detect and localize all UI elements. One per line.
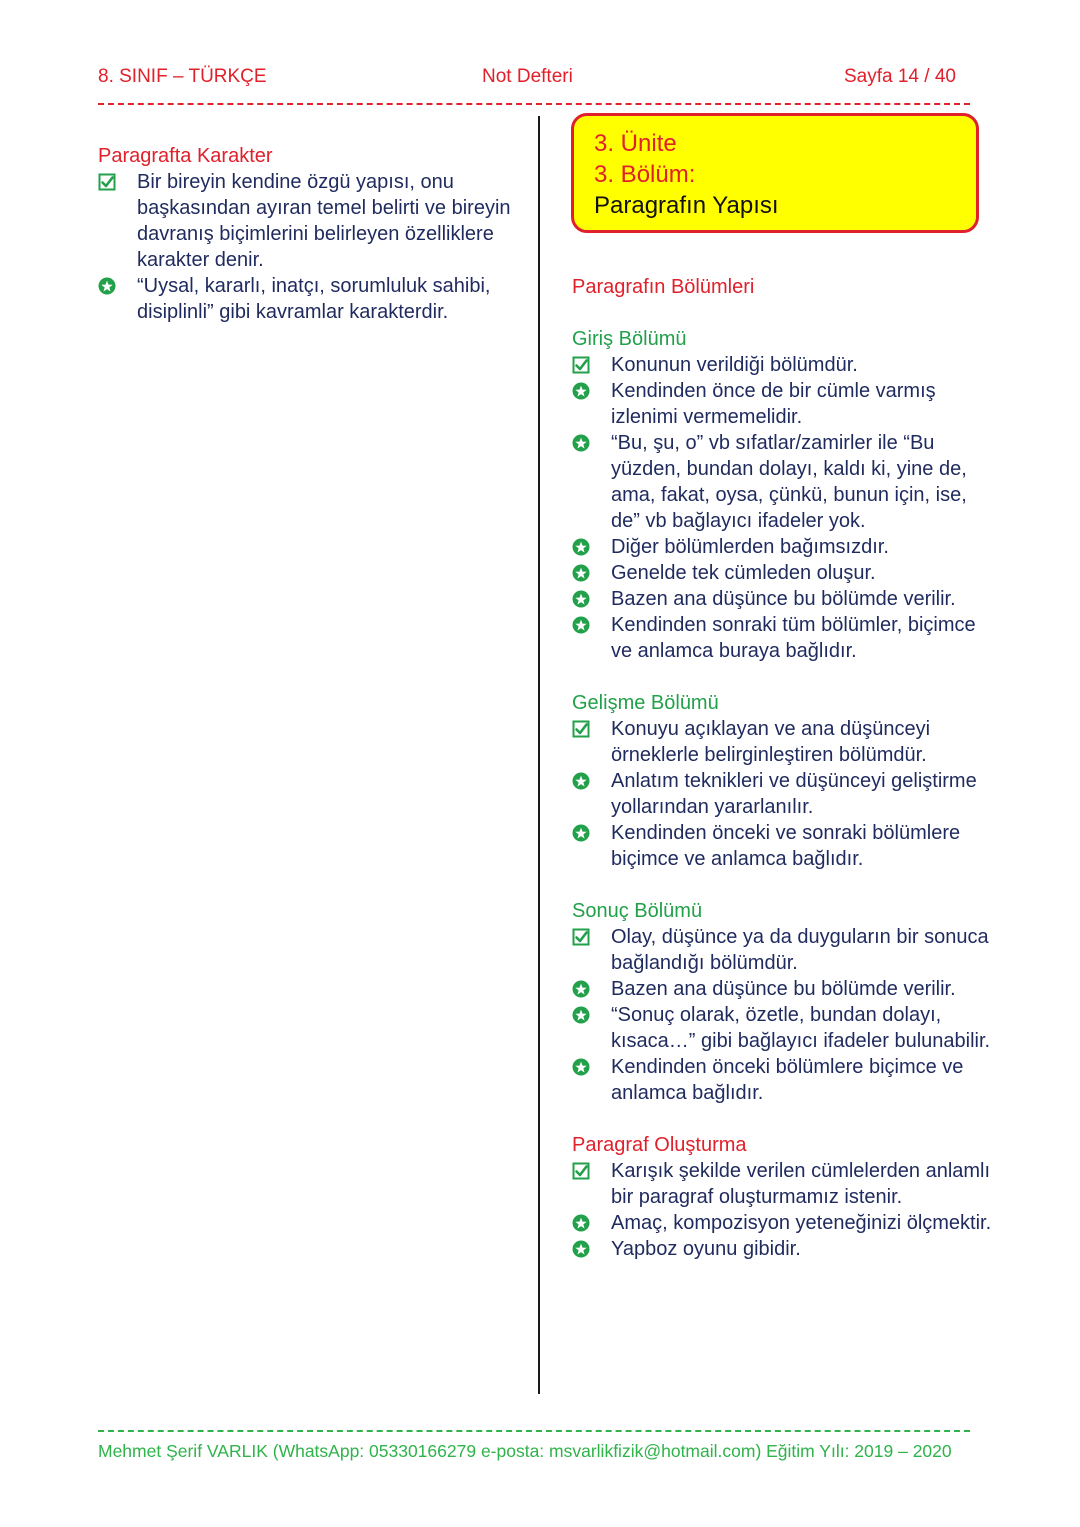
section-title-olusturma: Paragraf Oluşturma [572, 1134, 747, 1156]
chapter-number: 3. Bölüm: [594, 161, 696, 188]
right-column [572, 274, 992, 1262]
list-item [98, 273, 518, 325]
section-title-gelisme: Gelişme Bölümü [572, 692, 719, 714]
list-item-text: Bir bireyin kendine özgü yapısı, onu başkasından ayıran temel belirti ve bireyin davranış biçimlerini belirleyen özelliklere karakter denir. [137, 171, 511, 271]
list-item-text: Konuyu açıklayan ve ana düşünceyi örneklerle belirginleştiren bölümdür. [611, 718, 931, 766]
star-circle-icon [572, 616, 590, 634]
sonuc-list [572, 924, 992, 1106]
footer-divider [98, 1430, 970, 1432]
list-item-text: Genelde tek cümleden oluşur. [611, 562, 876, 584]
list-item [572, 1236, 992, 1262]
list-item [572, 1002, 992, 1054]
star-circle-icon [572, 382, 590, 400]
star-circle-icon [572, 1006, 590, 1024]
section-title-sonuc: Sonuç Bölümü [572, 900, 703, 922]
list-item-text: “Sonuç olarak, özetle, bundan dolayı, kısaca…” gibi bağlayıcı ifadeler bulunabilir. [611, 1004, 991, 1052]
header-divider [98, 103, 970, 105]
list-item [572, 612, 992, 664]
header-notebook-title: Not Defteri [482, 66, 573, 87]
header-page-number: Sayfa 14 / 40 [844, 66, 956, 87]
star-circle-icon [98, 277, 116, 295]
list-item-text: “Uysal, kararlı, inatçı, sorumluluk sahibi, disiplinli” gibi kavramlar karakterdir. [137, 275, 491, 323]
olusturma-list [572, 1158, 992, 1262]
list-item [572, 768, 992, 820]
list-item-text: Konunun verildiği bölümdür. [611, 354, 858, 376]
star-circle-icon [572, 980, 590, 998]
star-circle-icon [572, 1058, 590, 1076]
left-column [98, 143, 518, 325]
list-item-text: Karışık şekilde verilen cümlelerden anlamlı bir paragraf oluşturmamız istenir. [611, 1160, 991, 1208]
list-item-text: Anlatım teknikleri ve düşünceyi geliştirme yollarından yararlanılır. [611, 770, 977, 818]
list-item [572, 352, 992, 378]
list-item-text: Yapboz oyunu gibidir. [611, 1238, 801, 1260]
star-circle-icon [572, 564, 590, 582]
list-item [572, 586, 992, 612]
list-item [572, 560, 992, 586]
check-box-icon [98, 173, 116, 191]
chapter-title: Paragrafın Yapısı [594, 192, 779, 219]
list-item [572, 1210, 992, 1236]
check-box-icon [572, 1162, 590, 1180]
list-item-text: Kendinden önceki bölümlere biçimce ve anlamca bağlıdır. [611, 1056, 964, 1104]
list-item [572, 378, 992, 430]
unit-title-box [571, 113, 979, 233]
list-item [572, 924, 992, 976]
star-circle-icon [572, 590, 590, 608]
list-item [572, 430, 992, 534]
list-item-text: Kendinden önce de bir cümle varmış izlenimi vermemelidir. [611, 380, 936, 428]
star-circle-icon [572, 1214, 590, 1232]
list-item [572, 976, 992, 1002]
gelisme-list [572, 716, 992, 872]
list-item-text: Kendinden sonraki tüm bölümler, biçimce ve anlamca buraya bağlıdır. [611, 614, 976, 662]
list-item [572, 716, 992, 768]
check-box-icon [572, 928, 590, 946]
star-circle-icon [572, 824, 590, 842]
giris-list [572, 352, 992, 664]
section-title-karakter: Paragrafta Karakter [98, 145, 273, 167]
header-grade-subject: 8. SINIF – TÜRKÇE [98, 66, 267, 87]
list-item [98, 169, 518, 273]
list-item-text: Kendinden önceki ve sonraki bölümlere biçimce ve anlamca bağlıdır. [611, 822, 961, 870]
list-item-text: Bazen ana düşünce bu bölümde verilir. [611, 978, 956, 1000]
section-title-giris: Giriş Bölümü [572, 328, 687, 350]
list-item-text: Amaç, kompozisyon yeteneğinizi ölçmektir. [611, 1212, 992, 1234]
list-item-text: Bazen ana düşünce bu bölümde verilir. [611, 588, 956, 610]
star-circle-icon [572, 434, 590, 452]
star-circle-icon [572, 538, 590, 556]
unit-number: 3. Ünite [594, 130, 677, 157]
check-box-icon [572, 356, 590, 374]
list-item-text: Olay, düşünce ya da duyguların bir sonuca bağlandığı bölümdür. [611, 926, 989, 974]
list-item-text: “Bu, şu, o” vb sıfatlar/zamirler ile “Bu yüzden, bundan dolayı, kaldı ki, yine de, ama, fakat, oysa, çünkü, bunun için, ise, de” vb bağlayıcı ifadeler yok. [611, 432, 967, 532]
star-circle-icon [572, 772, 590, 790]
list-item-text: Diğer bölümlerden bağımsızdır. [611, 536, 889, 558]
check-box-icon [572, 720, 590, 738]
karakter-list [98, 169, 518, 325]
list-item [572, 820, 992, 872]
list-item [572, 1158, 992, 1210]
list-item [572, 534, 992, 560]
star-circle-icon [572, 1240, 590, 1258]
column-divider [538, 116, 540, 1394]
list-item [572, 1054, 992, 1106]
main-heading: Paragrafın Bölümleri [572, 276, 755, 298]
footer-credits: Mehmet Şerif VARLIK (WhatsApp: 05330166279 e-posta: msvarlikfizik@hotmail.com) Eğitim Yılı: 2019 – 2020 [98, 1441, 952, 1461]
